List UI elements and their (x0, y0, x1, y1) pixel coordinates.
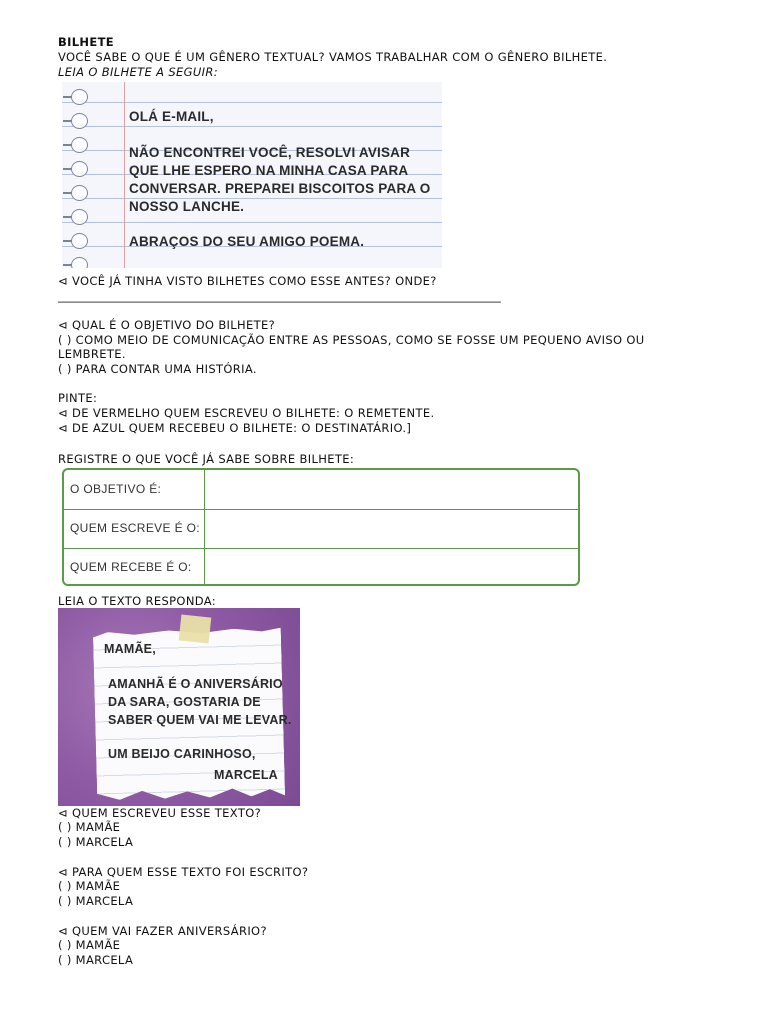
page-title: BILHETE (58, 35, 115, 49)
q2-option-1-cont: LEMBRETE. (58, 347, 126, 361)
ring-icon (71, 185, 88, 201)
question-1: ⊲ VOCÊ JÁ TINHA VISTO BILHETES COMO ESSE ANTES? ONDE? (58, 274, 437, 288)
note1-greeting: OLÁ E-MAIL, (129, 109, 214, 124)
table-row (64, 470, 578, 510)
paint-red-instruction: ⊲ DE VERMELHO QUEM ESCREVEU O BILHETE: O REMETENTE. (58, 406, 435, 420)
ring-icon (71, 89, 88, 105)
note1-body-line: NÃO ENCONTREI VOCÊ, RESOLVI AVISAR (129, 145, 411, 160)
question-birthday: ⊲ QUEM VAI FAZER ANIVERSÁRIO? (58, 924, 267, 938)
tape-icon (179, 615, 212, 644)
note1-body-line: CONVERSAR. PREPAREI BISCOITOS PARA O (129, 181, 431, 196)
paint-title: PINTE: (58, 391, 98, 405)
intro-text: VOCÊ SABE O QUE É UM GÊNERO TEXTUAL? VAMOS TRABALHAR COM O GÊNERO BILHETE. (58, 50, 608, 64)
notebook-note-image (62, 82, 442, 268)
instruction-text: LEIA O BILHETE A SEGUIR: (58, 65, 218, 79)
ring-icon (71, 209, 88, 225)
q2-option-1: ( ) COMO MEIO DE COMUNICAÇÃO ENTRE AS PESSOAS, COMO SE FOSSE UM PEQUENO AVISO OU (58, 333, 645, 347)
note2-body-line: SABER QUEM VAI ME LEVAR. (108, 713, 292, 727)
row-label-receiver: QUEM RECEBE É O: (70, 560, 192, 574)
option-marcela: ( ) MARCELA (58, 953, 134, 967)
question-2: ⊲ QUAL É O OBJETIVO DO BILHETE? (58, 318, 276, 332)
table-row (64, 548, 578, 586)
option-mamae: ( ) MAMÃE (58, 820, 121, 834)
note2-body-line: DA SARA, GOSTARIA DE (108, 695, 261, 709)
paint-blue-instruction: ⊲ DE AZUL QUEM RECEBEU O BILHETE: O DESTINATÁRIO.] (58, 421, 412, 435)
ring-icon (71, 257, 88, 268)
question-writer: ⊲ QUEM ESCREVEU ESSE TEXTO? (58, 806, 262, 820)
answer-line: _____________________________________________________________________________ (58, 289, 501, 303)
register-title: REGISTRE O QUE VOCÊ JÁ SABE SOBRE BILHETE: (58, 452, 355, 466)
option-marcela: ( ) MARCELA (58, 894, 134, 908)
note2-signature: MARCELA (214, 768, 278, 782)
read-title: LEIA O TEXTO RESPONDA: (58, 594, 217, 608)
ring-icon (71, 233, 88, 249)
margin-line (124, 82, 125, 268)
q2-option-2: ( ) PARA CONTAR UMA HISTÓRIA. (58, 362, 257, 376)
row-label-writer: QUEM ESCREVE É O: (70, 521, 200, 535)
question-recipient: ⊲ PARA QUEM ESSE TEXTO FOI ESCRITO? (58, 865, 309, 879)
note1-closing: ABRAÇOS DO SEU AMIGO POEMA. (129, 234, 365, 249)
note2-body-line: AMANHÃ É O ANIVERSÁRIO (108, 677, 283, 691)
ring-icon (71, 137, 88, 153)
note2-greeting: MAMÃE, (104, 642, 156, 656)
table-row (64, 509, 578, 549)
ring-icon (71, 161, 88, 177)
note2-closing: UM BEIJO CARINHOSO, (108, 747, 256, 761)
option-mamae: ( ) MAMÃE (58, 879, 121, 893)
option-mamae: ( ) MAMÃE (58, 938, 121, 952)
ring-icon (71, 113, 88, 129)
option-marcela: ( ) MARCELA (58, 835, 134, 849)
register-table (62, 468, 580, 586)
note-paper-image (58, 608, 300, 806)
note1-body-line: NOSSO LANCHE. (129, 199, 245, 214)
row-label-objective: O OBJETIVO É: (70, 482, 162, 496)
note1-body-line: QUE LHE ESPERO NA MINHA CASA PARA (129, 163, 409, 178)
